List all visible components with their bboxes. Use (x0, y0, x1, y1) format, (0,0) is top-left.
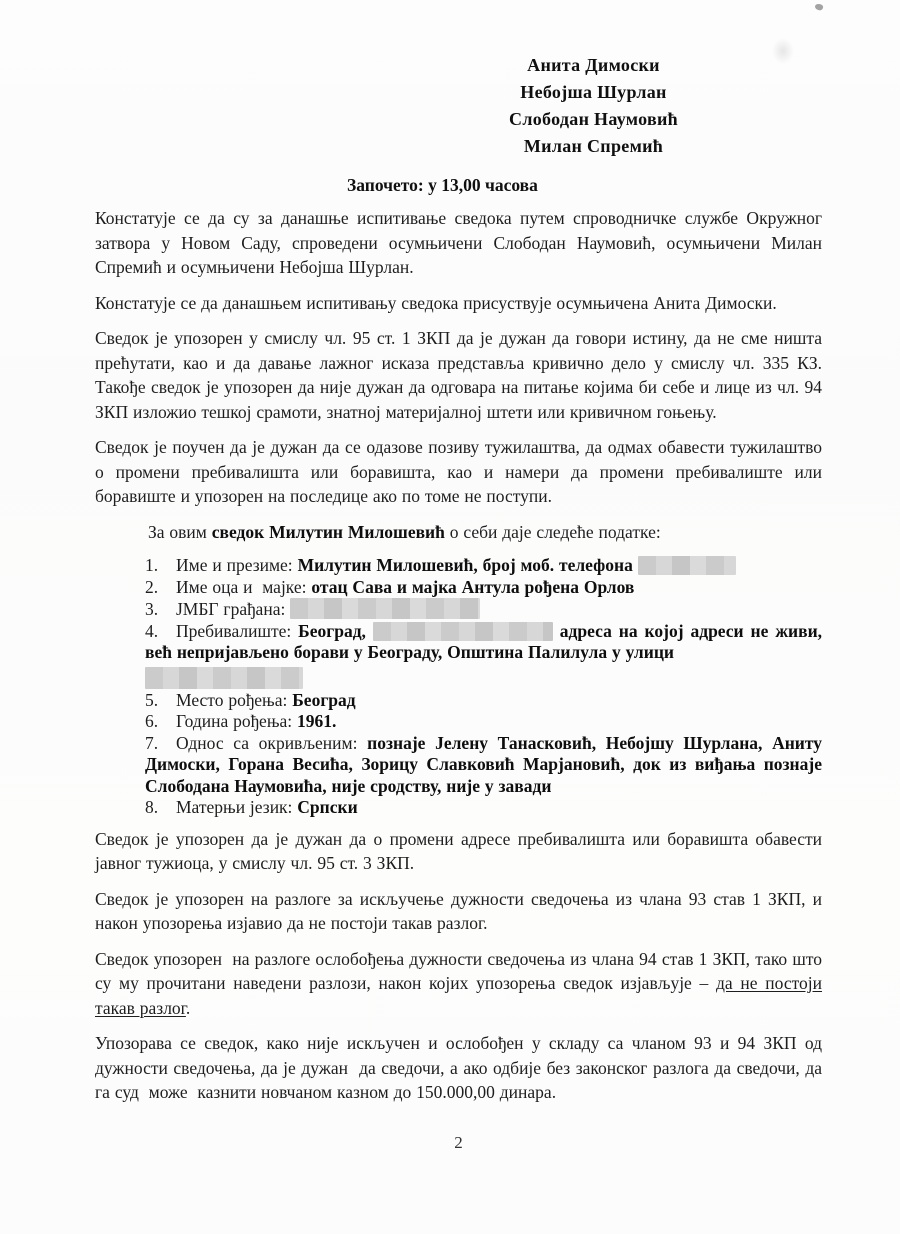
list-item-language (145, 797, 822, 819)
list-item-relation (145, 733, 822, 798)
item-number: 5. (145, 689, 159, 710)
header-name-2: Небојша Шурлан (520, 82, 667, 102)
item-label: Однос са окривљеним: (176, 732, 358, 753)
paragraph-warning-art94 (95, 947, 822, 1021)
redaction-blur-phone (638, 556, 736, 575)
warning-text: Сведок упозорен на разлоге ослобођења дужности сведочења из члана 94 став 1 ЗКП, тако што су му прочитани наведени разлози, након којих упозорења сведок изјављује – (95, 948, 822, 993)
header-name-4: Милан Спремић (523, 136, 664, 156)
list-item-residence (145, 621, 822, 689)
item-number: 6. (145, 711, 159, 731)
item-label: ЈМБГ грађана: (176, 599, 286, 619)
header-names (287, 0, 900, 160)
paragraph-warning-fine: Упозорава се сведок, како није искључен и ослобођен у складу са чланом 93 и 94 ЗКП од дужности сведочења, да је дужан да сведочи, а ако одбије без законског разлога да сведочи, да га суд може казнити новчаном казном до 150.000,00 динара. (95, 1033, 822, 1102)
item-number: 4. (145, 620, 159, 641)
witness-name: сведок Милутин Милошевић (211, 521, 445, 542)
item-label: Име оца и мајке: (176, 576, 307, 597)
paragraph-escort-note: Констатује се да су за данашње испитивање сведока путем спроводничке службе Окружног затвора у Новом Саду, спроведени осумњичени Слободан Наумовић, осумњичени Милан Спремић и осумњичени Небојша Шурлан. (95, 208, 822, 277)
start-time-line: Започето: у 13,00 часова (347, 175, 538, 195)
redaction-blur-street (145, 667, 303, 689)
paragraph-warning-art93: Сведок је упозорен на разлоге за искључење дужности сведочења из члана 93 став 1 ЗКП, и након упозорења изјавио да не постоји такав разлог. (95, 888, 822, 933)
item-number: 7. (145, 732, 159, 753)
header-name-3: Слободан Наумовић (509, 109, 678, 129)
redaction-blur-jmbg (290, 598, 480, 619)
paragraph-presence-note: Констатује се да данашњем испитивању сведока присуствује осумњичена Анита Димоски. (95, 292, 777, 313)
list-item-birthplace (145, 690, 822, 712)
item-label: Матерњи језик: (176, 797, 293, 817)
intro-text-after: о себи даје следеће податке: (449, 521, 661, 542)
item-label: Име и презиме: (176, 555, 293, 575)
scan-artifact-smudge (772, 38, 794, 64)
page-number: 2 (454, 1132, 463, 1152)
item-value: Београд, (298, 620, 366, 641)
item-value: Милутин Милошевић, број моб. телефона (297, 555, 633, 575)
witness-intro-line (148, 520, 822, 545)
list-item-jmbg (145, 598, 822, 621)
item-value: Српски (297, 797, 358, 817)
redaction-blur-address (373, 622, 553, 641)
paragraph-duty-note: Сведок је поучен да је дужан да се одазове позиву тужилаштва, да одмах обавести тужилаштво о промени пребивалишта или боравишта, као и намери да промени пребивалиште или боравиште и упозорен на последице ако по томе не поступи. (95, 437, 822, 506)
item-number: 1. (145, 555, 159, 575)
item-number: 8. (145, 797, 159, 817)
warning-underlined-statement: да не постоји такав разлог (95, 973, 822, 1018)
item-label: Година рођења: (176, 711, 293, 731)
item-value: Београд (292, 689, 356, 710)
item-value: познаје Јелену Танасковић, Небојшу Шурлана, Аниту Димоски, Горана Весића, Зорицу Славковић Марјановић, док из виђања познаје Слободана Наумовића, није сродству, није у завади (145, 732, 822, 796)
item-number: 2. (145, 576, 159, 597)
document-body (0, 198, 900, 1155)
item-value: 1961. (296, 711, 337, 731)
item-value: отац Сава и мајка Антула рођена Орлов (311, 576, 635, 597)
paragraph-warning-art95: Сведок је упозорен у смислу чл. 95 ст. 1 ЗКП да је дужан да говори истину, да не сме ништа прећутати, као и да давање лажног исказа представља кривично дело у смислу чл. 335 КЗ. Такође сведок је упозорен да није дужан да одговара на питање којима би себе и лице из чл. 94 ЗКП изложио тешкој срамоти, знатној материјалној штети или кривичном гоњењу. (95, 328, 822, 422)
list-item-name-phone (145, 555, 822, 577)
item-label: Место рођења: (176, 689, 288, 710)
header-name-1: Анита Димоски (527, 55, 660, 75)
item-number: 3. (145, 599, 159, 619)
item-value-2: адреса на којој адреси не живи, већ непријављено борави у Београду, Општина Палилула у улици (145, 620, 823, 662)
list-item-parents (145, 577, 822, 599)
item-label: Пребивалиште: (176, 620, 292, 641)
witness-details-list (145, 555, 822, 819)
intro-text: За овим (148, 521, 207, 542)
list-item-birthyear (145, 711, 822, 733)
warning-text-end: . (185, 997, 191, 1018)
paragraph-warning-art95-3: Сведок је упозорен да је дужан да о промени адресе пребивалишта или боравишта обавести јавног тужиоца, у смислу чл. 95 ст. 3 ЗКП. (95, 828, 822, 873)
